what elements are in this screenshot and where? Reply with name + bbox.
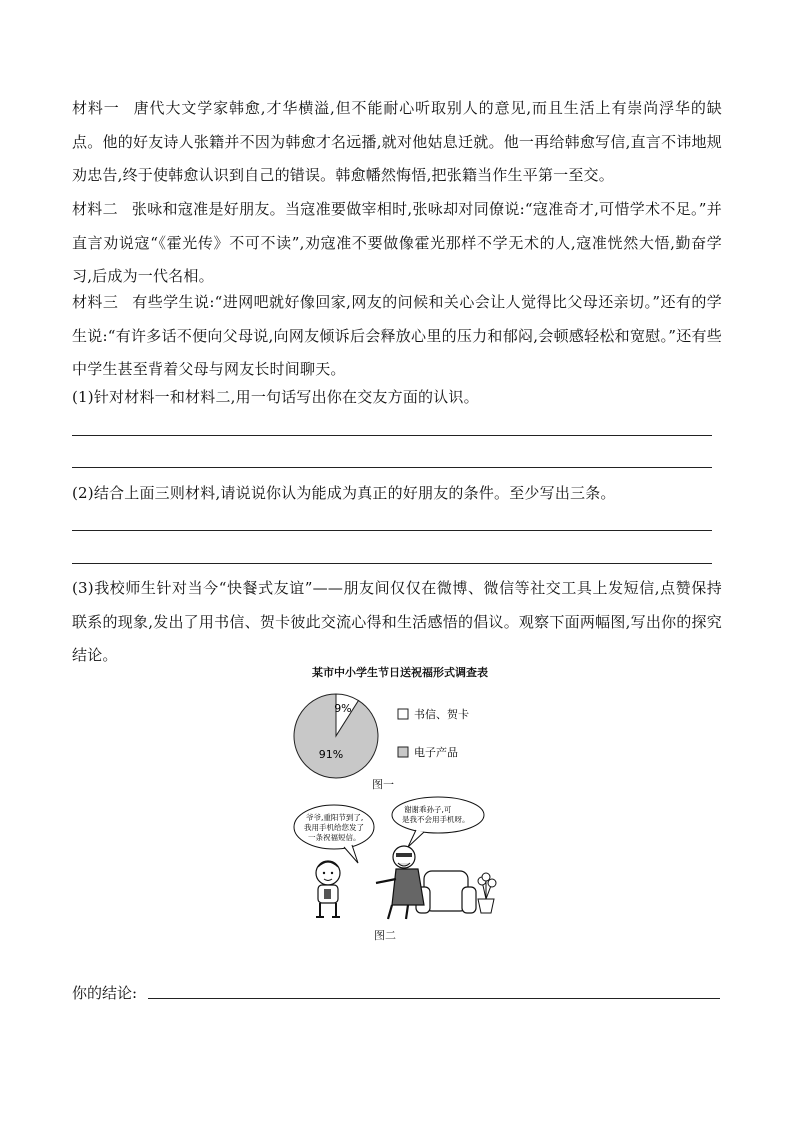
conclusion-label: 你的结论: xyxy=(72,984,138,1002)
legend-swatch-letters xyxy=(398,709,408,719)
answer-line-2[interactable] xyxy=(72,467,712,468)
legend-swatch-electronic xyxy=(398,747,408,757)
conclusion-answer-line[interactable] xyxy=(148,998,720,999)
grandpa-bubble-tail xyxy=(408,830,424,847)
material-three xyxy=(72,286,722,387)
child-figure xyxy=(316,861,340,917)
pie-chart-svg xyxy=(280,664,520,794)
child-bubble-tail xyxy=(344,845,358,863)
answer-line-4[interactable] xyxy=(72,563,712,564)
question-one: (1)针对材料一和材料二,用一句话写出你在交友方面的认识。 xyxy=(72,388,479,406)
cartoon-illustration xyxy=(292,795,502,925)
child-speech-line-2: 我用手机给您发了 xyxy=(304,823,364,832)
legend-label-electronic: 电子产品 xyxy=(414,746,458,759)
chart-title: 某市中小学生节日送祝福形式调查表 xyxy=(312,666,488,679)
material-one xyxy=(72,92,722,193)
answer-line-1[interactable] xyxy=(72,435,712,436)
material-one-tag: 材料一 xyxy=(72,99,120,117)
answer-line-3[interactable] xyxy=(72,530,712,531)
question-two: (2)结合上面三则材料,请说说你认为能成为真正的好朋友的条件。至少写出三条。 xyxy=(72,484,616,502)
pie-label-electronic: 91% xyxy=(318,748,344,762)
pie-chart-figure xyxy=(280,664,520,794)
legend-label-letters: 书信、贺卡 xyxy=(414,708,469,721)
material-two-text: 张咏和寇准是好朋友。当寇准要做宰相时,张咏却对同僚说:“寇准奇才,可惜学术不足。”并直言劝说寇“《霍光传》不可不读”,劝寇准不要做像霍光那样不学无术的人,寇准恍然大悟,勤奋学习,后成为一代名相。 xyxy=(72,200,722,285)
material-three-text: 有些学生说:“进网吧就好像回家,网友的问候和关心会让人觉得比父母还亲切。”还有的学生说:“有许多话不便向父母说,向网友倾诉后会释放心里的压力和郁闷,会顿感轻松和宽慰。”还有些中学生甚至背着父母与网友长时间聊天。 xyxy=(72,293,722,378)
grandpa-speech-line-2: 是我不会用手机呀。 xyxy=(402,815,470,824)
child-speech-line-1: 爷爷,重阳节到了, xyxy=(306,813,364,822)
material-three-tag: 材料三 xyxy=(72,293,119,311)
grandpa-figure xyxy=(376,846,476,919)
material-one-text: 唐代大文学家韩愈,才华横溢,但不能耐心听取别人的意见,而且生活上有崇尚浮华的缺点。他的好友诗人张籍并不因为韩愈才名远播,就对他姑息迁就。他一再给韩愈写信,直言不讳地规劝忠告,终于使韩愈认识到自己的错误。韩愈幡然悔悟,把张籍当作生平第一至交。 xyxy=(72,99,722,184)
material-two xyxy=(72,193,722,294)
cartoon-figure xyxy=(292,795,502,942)
potted-plant xyxy=(478,873,496,913)
child-speech-line-3: 一条祝福短信。 xyxy=(308,833,361,842)
question-three: (3)我校师生针对当今“快餐式友谊”——朋友间仅仅在微博、微信等社交工具上发短信,点赞保持联系的现象,发出了用书信、贺卡彼此交流心得和生活感悟的倡议。观察下面两幅图,写出你的探究结论。 xyxy=(72,579,722,664)
grandpa-speech-line-1: 谢谢乖孙子,可 xyxy=(404,805,452,814)
pie-label-letters: 9% xyxy=(334,701,352,715)
figure-two-caption: 图二 xyxy=(374,929,396,942)
material-two-tag: 材料二 xyxy=(72,200,118,218)
figure-one-caption: 图一 xyxy=(372,778,394,791)
